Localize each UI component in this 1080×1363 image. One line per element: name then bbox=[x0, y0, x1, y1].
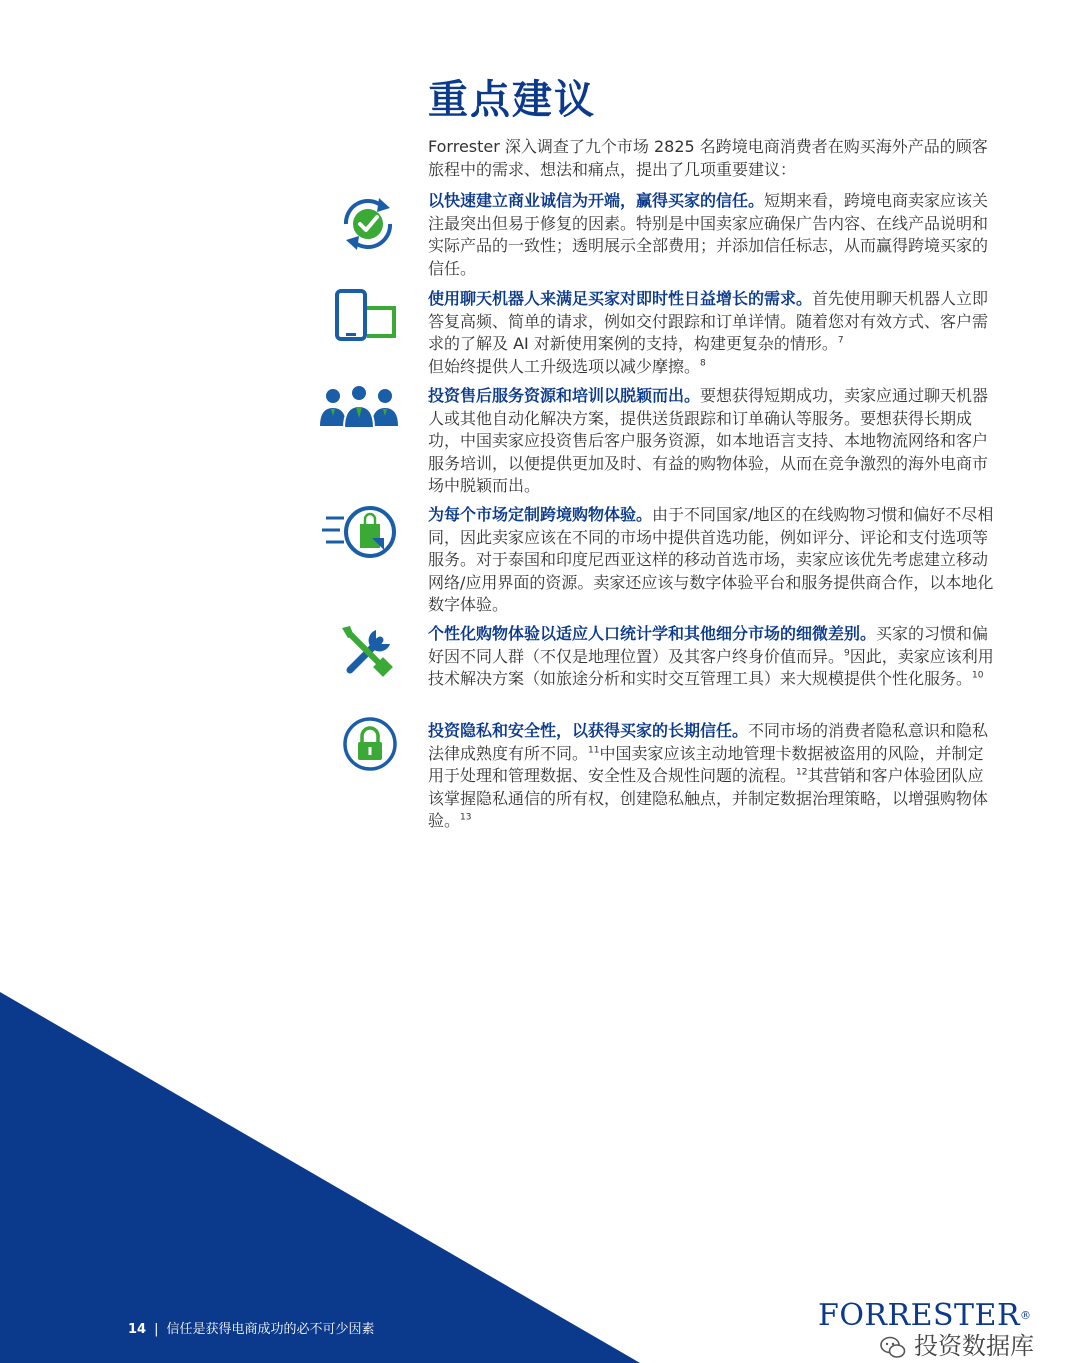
recommendation-4-body: 由于不同国家/地区的在线购物习惯和偏好不尽相同，因此卖家应该在不同的市场中提供首选功能，例如评分、评论和支付选项等服务。对于泰国和印度尼西亚这样的移动首选市场，卖家应该优先考虑建立移动网络/应用界面的资源。卖家还应该与数字体验平台和服务提供商合作，以本地化数字体验。 bbox=[428, 505, 994, 614]
footnote-ref: 8 bbox=[700, 358, 706, 369]
page-title: 重点建议 bbox=[428, 77, 596, 123]
recommendation-2-body: 首先使用聊天机器人立即答复高频、简单的请求，例如交付跟踪和订单详情。随着您对有效方式、客户需求的了解及 AI 对新使用案例的支持，构建更复杂的情形。 bbox=[428, 289, 989, 353]
footer-separator: | bbox=[154, 1322, 159, 1337]
refresh-check-icon bbox=[336, 192, 400, 256]
footnote-ref: 13 bbox=[460, 812, 472, 823]
recommendation-2-body-cont: 但始终提供人工升级选项以减少摩擦。 bbox=[428, 356, 701, 376]
intro-paragraph: Forrester 深入调查了九个市场 2825 名跨境电商消费者在购买海外产品的顾客旅程中的需求、想法和痛点，提出了几项重要建议： bbox=[428, 137, 988, 179]
recommendation-4-lead: 为每个市场定制跨境购物体验。 bbox=[428, 505, 653, 524]
recommendation-1-lead: 以快速建立商业诚信为开端，赢得买家的信任。 bbox=[428, 191, 765, 210]
team-icon bbox=[320, 382, 398, 430]
recommendation-3 bbox=[428, 385, 996, 498]
recommendation-5-body: 买家的习惯和偏好因不同人群（不仅是地理位置）及其客户终身价值而异。 bbox=[428, 624, 989, 666]
footnote-ref: 12 bbox=[796, 767, 808, 778]
logo-text: FORRESTER bbox=[818, 1298, 1021, 1333]
footnote-ref: 7 bbox=[837, 335, 844, 346]
recommendation-1-body: 短期来看，跨境电商卖家应该关注最突出但易于修复的因素。特别是中国卖家应确保广告内容、在线产品说明和实际产品的一致性；透明展示全部费用；并添加信任标志，从而赢得跨境买家的信任。 bbox=[428, 191, 989, 278]
wechat-icon bbox=[880, 1335, 906, 1361]
recommendation-6 bbox=[428, 720, 996, 833]
recommendation-1 bbox=[428, 190, 996, 280]
recommendation-6-body-cont: 中国卖家应该主动地管理卡数据被盗用的风险，并制定用于处理和管理数据、安全性及合规性问题的流程。 bbox=[428, 743, 984, 785]
recommendation-5-body-cont: 因此，卖家应该利用技术解决方案（如旅途分析和实时交互管理工具）来大规模提供个性化服务。 bbox=[428, 646, 994, 688]
footnote-ref: 9 bbox=[844, 648, 850, 659]
recommendation-5-lead: 个性化购物体验以适应人口统计学和其他细分市场的细微差别。 bbox=[428, 624, 877, 643]
padlock-icon bbox=[342, 716, 398, 772]
phone-tablet-icon bbox=[334, 288, 400, 344]
recommendation-4 bbox=[428, 504, 996, 617]
page-number: 14 bbox=[128, 1322, 147, 1337]
shopping-bag-icon bbox=[322, 504, 398, 560]
recommendation-6-body: 不同市场的消费者隐私意识和隐私法律成熟度有所不同。 bbox=[428, 721, 989, 763]
forrester-logo: FORRESTER® bbox=[818, 1298, 1032, 1333]
recommendation-3-body: 要想获得短期成功，卖家应通过聊天机器人或其他自动化解决方案，提供送货跟踪和订单确认等服务。要想获得长期成功，中国卖家应投资售后客户服务资源，如本地语言支持、本地物流网络和客户服务培训，以便提供更加及时、有益的购物体验，从而在竞争激烈的海外电商市场中脱颖而出。 bbox=[428, 386, 989, 495]
footnote-ref: 11 bbox=[588, 745, 600, 756]
recommendation-5 bbox=[428, 623, 996, 691]
wrench-screwdriver-icon bbox=[340, 624, 396, 680]
report-title: 信任是获得电商成功的必不可少因素 bbox=[166, 1322, 375, 1337]
recommendation-6-lead: 投资隐私和安全性，以获得买家的长期信任。 bbox=[428, 721, 749, 740]
watermark-text: 投资数据库 bbox=[914, 1332, 1034, 1360]
recommendation-3-lead: 投资售后服务资源和培训以脱颖而出。 bbox=[428, 386, 701, 405]
page-footer bbox=[128, 1320, 375, 1340]
recommendation-6-body-cont2: 其营销和客户体验团队应该掌握隐私通信的所有权，创建隐私触点，并制定数据治理策略，以增强购物体验。 bbox=[428, 766, 989, 830]
recommendation-2 bbox=[428, 288, 996, 378]
footnote-ref: 10 bbox=[972, 670, 984, 681]
recommendation-2-lead: 使用聊天机器人来满足买家对即时性日益增长的需求。 bbox=[428, 289, 813, 308]
